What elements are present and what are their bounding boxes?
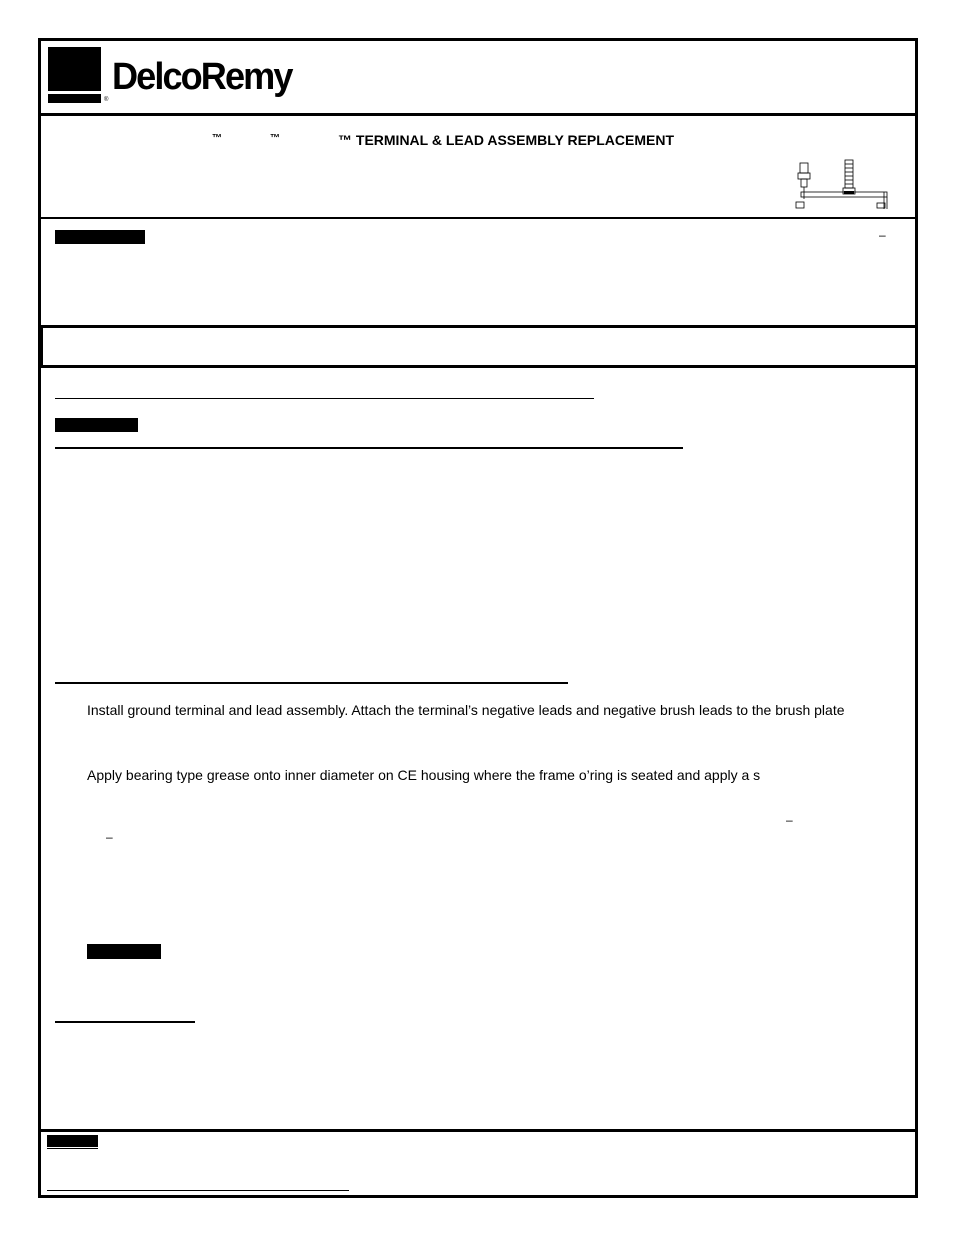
trademark-mark-2: ™ bbox=[270, 133, 280, 144]
trademark-mark-1: ™ bbox=[212, 133, 222, 144]
caution-label-bar bbox=[55, 418, 138, 432]
delco-remy-logo-mark bbox=[48, 47, 101, 103]
install-step-1: Install ground terminal and lead assembly. Attach the terminal’s negative leads and negative brush leads to the brush plate bbox=[87, 702, 845, 718]
title-divider bbox=[38, 217, 916, 219]
dash-mark: – bbox=[106, 830, 113, 844]
dash-mark: – bbox=[786, 813, 793, 827]
section-divider-bottom bbox=[38, 365, 916, 368]
footer-divider bbox=[38, 1129, 916, 1132]
heading-underline-4 bbox=[55, 1021, 195, 1023]
note-label-bar bbox=[87, 944, 161, 959]
terminal-lead-assembly-diagram-icon bbox=[793, 157, 889, 213]
page-frame bbox=[38, 38, 918, 1198]
page-title: ™ TERMINAL & LEAD ASSEMBLY REPLACEMENT bbox=[338, 132, 675, 148]
footer-label-bar bbox=[47, 1135, 98, 1147]
section-box bbox=[41, 327, 913, 365]
heading-underline-3 bbox=[55, 682, 568, 684]
footer-underline bbox=[47, 1190, 349, 1191]
brand-logo-text: DelcoRemy bbox=[112, 56, 292, 98]
heading-underline-1 bbox=[55, 398, 594, 399]
install-step-2: Apply bearing type grease onto inner diameter on CE housing where the frame o’ring is seated and apply a s bbox=[87, 767, 761, 783]
heading-underline-2 bbox=[55, 447, 683, 449]
registered-mark: ® bbox=[104, 97, 109, 103]
footer-label-underline bbox=[47, 1148, 98, 1149]
dash-mark: – bbox=[879, 228, 886, 242]
header-divider bbox=[38, 113, 916, 116]
note-label-bar bbox=[55, 230, 145, 244]
